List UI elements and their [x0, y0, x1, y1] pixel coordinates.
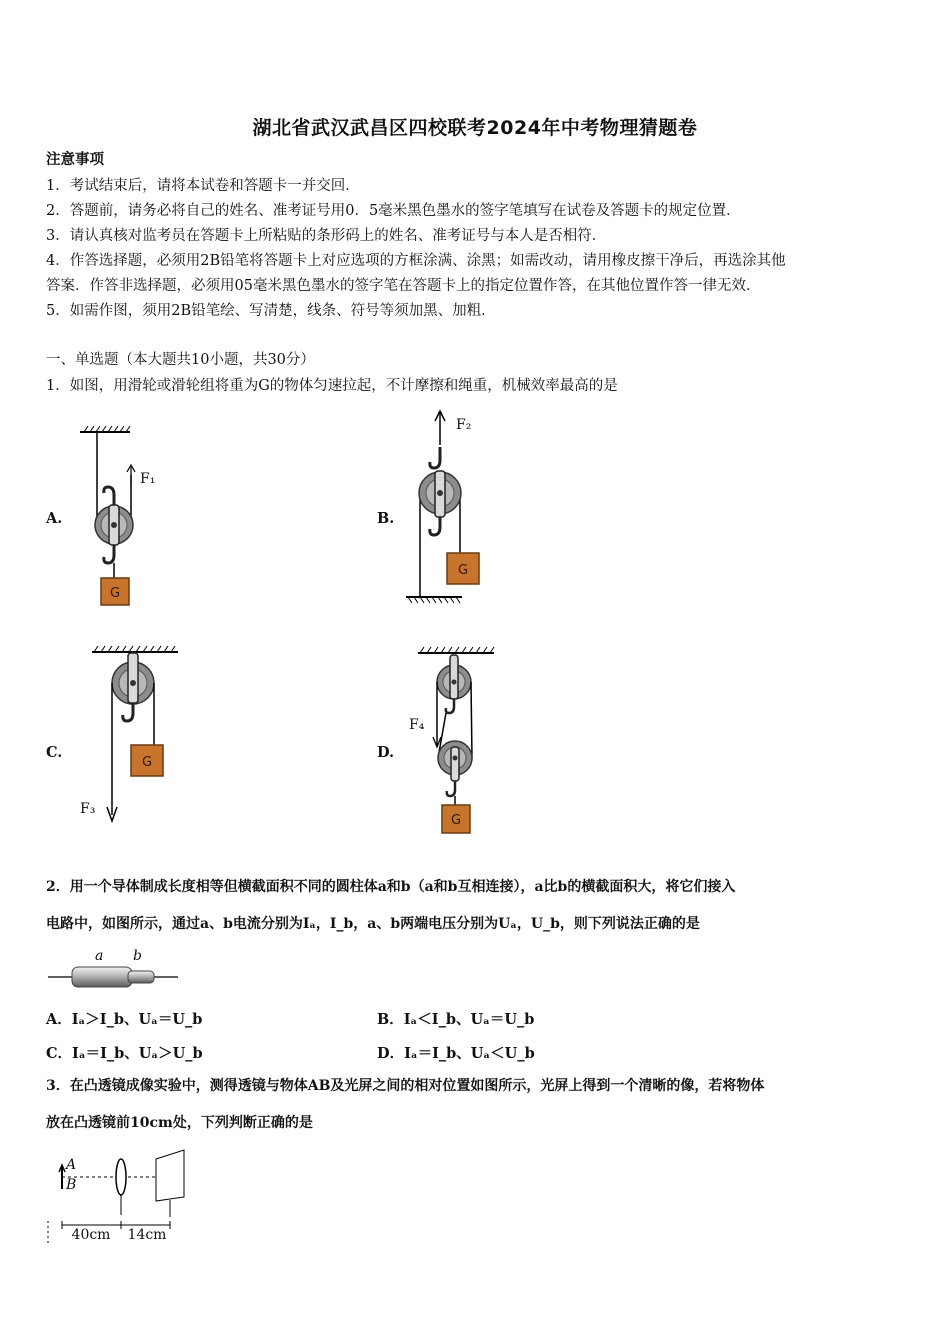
- force-label-f3: F₃: [80, 801, 96, 817]
- screen-icon: [156, 1150, 184, 1217]
- weight-box: [442, 805, 470, 833]
- section-heading: 一、单选题（本大题共10小题，共30分）: [46, 352, 315, 368]
- q1-stem: 1．如图，用滑轮或滑轮组将重为G的物体匀速拉起，不计摩擦和绳重，机械效率最高的是: [46, 378, 618, 394]
- weight-box: [447, 553, 479, 584]
- q1-figure-a: [76, 425, 186, 610]
- distance-label-40cm: 40cm: [71, 1227, 111, 1243]
- pulley-icon: [438, 741, 472, 781]
- ceiling-icon: [92, 646, 178, 652]
- pulley-icon: [437, 655, 471, 699]
- q2-option-c[interactable]: C．Iₐ＝I_b、Uₐ＞U_b: [46, 1045, 203, 1062]
- ceiling-icon: [418, 647, 494, 653]
- arrow-up-icon: [127, 465, 135, 485]
- hook-icon: [430, 447, 440, 468]
- hook-icon: [104, 487, 114, 505]
- q2-stem-line1: 2．用一个导体制成长度相等但横截面积不同的圆柱体a和b（a和b互相连接），a比b的横截面积大，将它们接入: [46, 879, 736, 895]
- q2-option-b[interactable]: B．Iₐ＜I_b、Uₐ＝U_b: [377, 1011, 535, 1028]
- arrow-up-icon: [435, 411, 445, 445]
- object-label-b: B: [66, 1177, 77, 1193]
- hook-icon: [123, 703, 133, 721]
- notice-item: 答案．作答非选择题，必须用05毫米黑色墨水的签字笔在答题卡上的指定位置作答，在其他位置作答一律无效．: [46, 278, 761, 294]
- conductor-label-b: b: [133, 948, 142, 964]
- hook-icon: [446, 699, 454, 713]
- q3-stem-line2: 放在凸透镜前10cm处，下列判断正确的是: [46, 1115, 313, 1131]
- q2-option-a[interactable]: A．Iₐ＞I_b、Uₐ＝U_b: [46, 1011, 203, 1028]
- conductor-label-a: a: [95, 948, 104, 964]
- notice-heading: 注意事项: [46, 151, 104, 168]
- svg-text:G: G: [109, 586, 121, 601]
- ground-icon: [406, 597, 462, 603]
- pulley-icon: [112, 653, 154, 704]
- q2-option-d[interactable]: D．Iₐ＝I_b、Uₐ＜U_b: [377, 1045, 535, 1062]
- notice-item: 5．如需作图，须用2B铅笔绘、写清楚，线条、符号等须加黑、加粗．: [46, 303, 496, 319]
- q1-option-d[interactable]: D.: [377, 744, 395, 761]
- ceiling-icon: [80, 426, 130, 432]
- hook-icon: [104, 545, 114, 563]
- lens-icon: [116, 1159, 126, 1215]
- q1-option-b[interactable]: B.: [377, 510, 395, 527]
- q1-figure-b: [400, 405, 510, 605]
- svg-text:G: G: [450, 813, 462, 828]
- q2-stem-line2: 电路中，如图所示，通过a、b电流分别为Iₐ，I_b，a、b两端电压分别为Uₐ，U_b，则下列说法正确的是: [46, 916, 700, 932]
- notice-item: 1．考试结束后，请将本试卷和答题卡一并交回．: [46, 178, 360, 194]
- hook-icon: [447, 781, 455, 796]
- hook-icon: [430, 517, 440, 535]
- pulley-icon: [419, 471, 461, 517]
- force-label-f2: F₂: [456, 417, 472, 433]
- notice-item: 4．作答选择题，必须用2B铅笔将答题卡上对应选项的方框涂满、涂黑；如需改动，请用橡皮擦干净后，再选涂其他: [46, 253, 786, 269]
- q1-figure-d: [406, 645, 506, 837]
- notice-item: 3．请认真核对监考员在答题卡上所粘贴的条形码上的姓名、准考证号与本人是否相符．: [46, 228, 607, 244]
- q3-lens-figure: [44, 1145, 204, 1245]
- force-label-f4: F₄: [409, 717, 425, 733]
- q1-option-a[interactable]: A.: [46, 510, 63, 527]
- object-label-a: A: [66, 1157, 77, 1173]
- distance-label-14cm: 14cm: [127, 1227, 167, 1243]
- notice-item: 2．答题前，请务必将自己的姓名、准考证号用0．5毫米黑色墨水的签字笔填写在试卷及答题卡的规定位置．: [46, 203, 741, 219]
- q2-conductor-figure: [46, 945, 186, 995]
- svg-text:G: G: [457, 563, 469, 578]
- q1-figure-c: [76, 643, 196, 828]
- svg-text:G: G: [141, 755, 153, 770]
- page-title: 湖北省武汉武昌区四校联考2024年中考物理猜题卷: [252, 117, 698, 139]
- q3-stem-line1: 3．在凸透镜成像实验中，测得透镜与物体AB及光屏之间的相对位置如图所示，光屏上得到一个清晰的像，若将物体: [46, 1078, 765, 1094]
- force-label-f1: F₁: [140, 471, 156, 487]
- weight-box: [101, 578, 129, 605]
- pulley-icon: [95, 505, 133, 545]
- weight-box: [131, 745, 163, 776]
- q1-option-c[interactable]: C.: [46, 744, 63, 761]
